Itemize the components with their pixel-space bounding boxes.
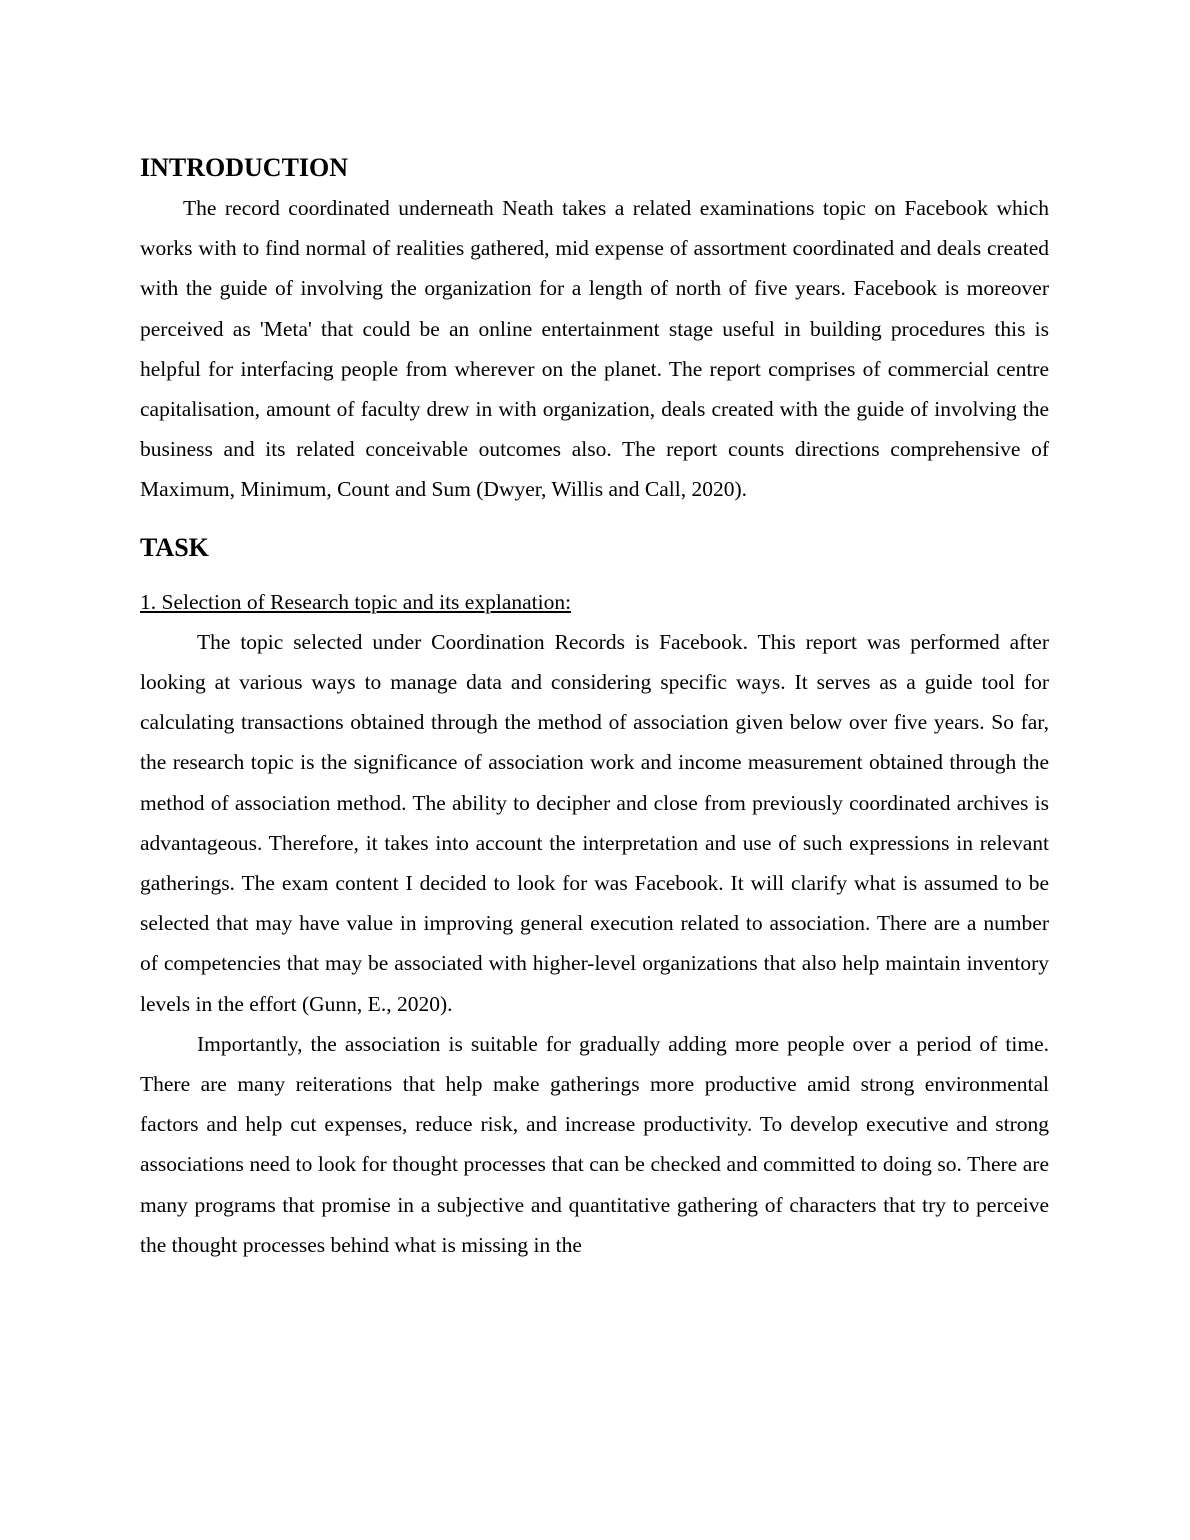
task-paragraph-2: Importantly, the association is suitable for gradually adding more people over a period of time. There are many reiterations that help make gatherings more productive amid strong environmental factors and help cut expenses, reduce risk, and increase productivity. To develop executive and strong associations need to look for thought processes that can be checked and committed to doing so. There are many programs that promise in a subjective and quantitative gathering of characters that try to perceive the thought processes behind what is missing in the — [140, 1031, 1049, 1257]
introduction-heading: INTRODUCTION — [140, 153, 349, 182]
task-heading: TASK — [140, 532, 209, 562]
introduction-paragraph: The record coordinated underneath Neath takes a related examinations topic on Facebook which works with to find normal of realities gathered, mid expense of assortment coordinated and deals created with the guide of involving the organization for a length of north of five years. Facebook is moreover perceived as 'Meta' that could be an online entertainment stage useful in building procedures this is helpful for interfacing people from wherever on the planet. The report comprises of commercial centre capitalisation, amount of faculty drew in with organization, deals created with the guide of involving the business and its related conceivable outcomes also. The report counts directions comprehensive of Maximum, Minimum, Count and Sum (Dwyer, Willis and Call, 2020). — [140, 196, 1049, 502]
document-page — [140, 148, 1049, 1265]
task-paragraph-1: The topic selected under Coordination Records is Facebook. This report was performed after looking at various ways to manage data and considering specific ways. It serves as a guide tool for calculating transactions obtained through the method of association given below over five years. So far, the research topic is the significance of association work and income measurement obtained through the method of association method. The ability to decipher and close from previously coordinated archives is advantageous. Therefore, it takes into account the interpretation and use of such expressions in relevant gatherings. The exam content I decided to look for was Facebook. It will clarify what is assumed to be selected that may have value in improving general execution related to association. There are a number of competencies that may be associated with higher-level organizations that also help maintain inventory levels in the effort (Gunn, E., 2020). — [140, 629, 1049, 1016]
task-subheading: 1. Selection of Research topic and its explanation: — [140, 589, 572, 614]
